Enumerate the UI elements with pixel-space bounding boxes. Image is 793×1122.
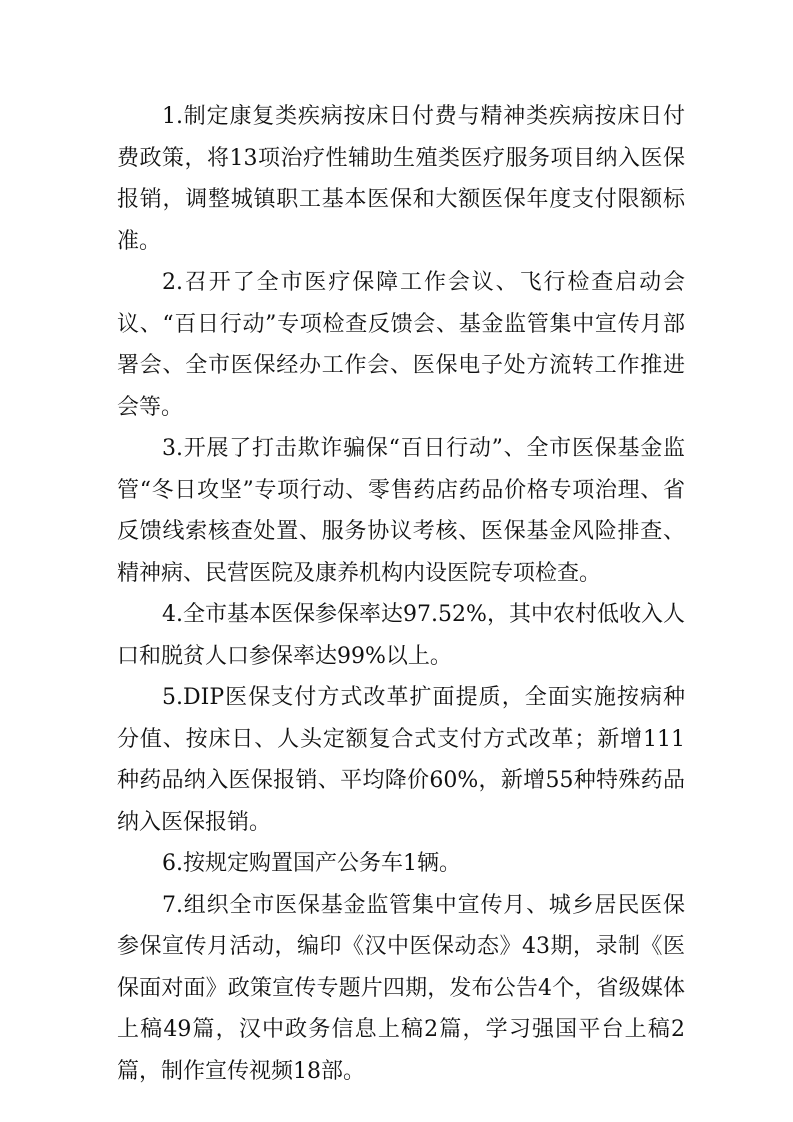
paragraph-7: 7.组织全市医保基金监管集中宣传月、城乡居民医保参保宣传月活动，编印《汉中医保动态》43期，录制《医保面对面》政策宣传专题片四期，发布公告4个，省级媒体上稿49篇，汉中政务信息上稿2篇，学习强国平台上稿2篇，制作宣传视频18部。 [117,892,685,1084]
paragraph-4: 4.全市基本医保参保率达97.52%，其中农村低收入人口和脱贫人口参保率达99%以上。 [117,602,685,669]
paragraph-1: 1.制定康复类疾病按床日付费与精神类疾病按床日付费政策，将13项治疗性辅助生殖类医疗服务项目纳入医保报销，调整城镇职工基本医保和大额医保年度支付限额标准。 [117,104,685,254]
paragraph-3: 3.开展了打击欺诈骗保“百日行动”、全市医保基金监管“冬日攻坚”专项行动、零售药店药品价格专项治理、省反馈线索核查处置、服务协议考核、医保基金风险排查、精神病、民营医院及康养机构内设医院专项检查。 [117,436,685,586]
document-body [117,96,685,1092]
paragraph-2: 2.召开了全市医疗保障工作会议、飞行检查启动会议、“百日行动”专项检查反馈会、基金监管集中宣传月部署会、全市医保经办工作会、医保电子处方流转工作推进会等。 [117,270,685,420]
paragraph-6: 6.按规定购置国产公务车1辆。 [162,851,461,876]
paragraph-5: 5.DIP医保支付方式改革扩面提质，全面实施按病种分值、按床日、人头定额复合式支付方式改革；新增111种药品纳入医保报销、平均降价60%，新增55种特殊药品纳入医保报销。 [117,685,685,835]
